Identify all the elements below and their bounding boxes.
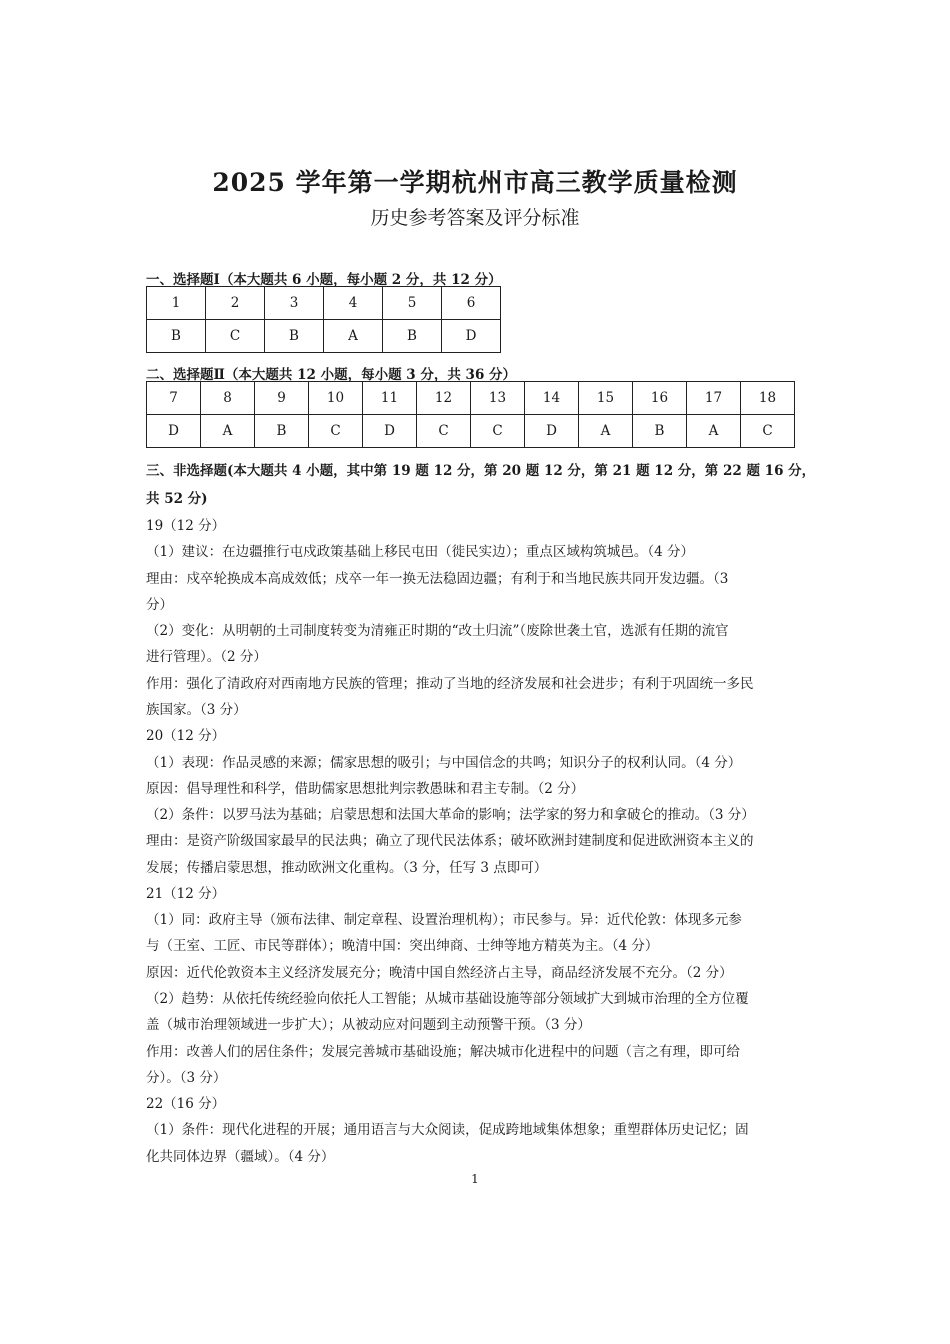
answer-line: 19（12 分） — [146, 518, 226, 534]
table-cell: B — [265, 320, 324, 353]
answer-line: 分）。（3 分） — [146, 1070, 227, 1086]
page-number: 1 — [471, 1172, 479, 1186]
section-1-heading: 一、选择题Ⅰ（本大题共 6 小题，每小题 2 分，共 12 分） — [146, 272, 502, 288]
table-cell: B — [383, 320, 442, 353]
answer-line: （2）条件：以罗马法为基础；启蒙思想和法国大革命的影响；法学家的努力和拿破仑的推动。（3 分） — [146, 807, 755, 823]
table-cell: 7 — [147, 382, 201, 415]
answer-line: 进行管理）。（2 分） — [146, 649, 267, 665]
table-cell: C — [741, 415, 795, 448]
answer-line: 族国家。（3 分） — [146, 702, 247, 718]
table-cell: C — [206, 320, 265, 353]
table-cell: D — [442, 320, 501, 353]
answer-table-2 — [146, 381, 795, 448]
answer-line: 原因：倡导理性和科学，借助儒家思想批判宗教愚昧和君主专制。（2 分） — [146, 781, 585, 797]
answer-line: 22（16 分） — [146, 1096, 226, 1112]
table-cell: A — [324, 320, 383, 353]
section-2-heading: 二、选择题Ⅱ（本大题共 12 小题，每小题 3 分，共 36 分） — [146, 367, 517, 383]
answer-line: （1）同：政府主导（颁布法律、制定章程、设置治理机构）；市民参与。异：近代伦敦：体现多元参 — [146, 912, 742, 928]
table-cell: B — [633, 415, 687, 448]
table-cell: 12 — [417, 382, 471, 415]
table-cell: D — [147, 415, 201, 448]
table-cell: 11 — [363, 382, 417, 415]
table-cell: 6 — [442, 287, 501, 320]
answer-line: 20（12 分） — [146, 728, 226, 744]
answer-line: （1）表现：作品灵感的来源；儒家思想的吸引；与中国信念的共鸣；知识分子的权利认同。（4 分） — [146, 755, 742, 771]
table-cell: 2 — [206, 287, 265, 320]
table-cell: D — [363, 415, 417, 448]
table-cell: B — [255, 415, 309, 448]
document-title: 2025 学年第一学期杭州市高三教学质量检测 — [212, 168, 738, 197]
answer-line: 理由：是资产阶级国家最早的民法典；确立了现代民法体系；破坏欧洲封建制度和促进欧洲资本主义的 — [146, 833, 754, 849]
answer-line: 盖（城市治理领域进一步扩大）；从被动应对问题到主动预警干预。（3 分） — [146, 1017, 591, 1033]
answer-line: （2）变化：从明朝的土司制度转变为清雍正时期的“改土归流”（废除世袭土官，选派有任期的流官 — [146, 623, 729, 639]
answer-line: （1）条件：现代化进程的开展；通用语言与大众阅读，促成跨地域集体想象；重塑群体历史记忆；固 — [146, 1122, 749, 1138]
answer-line: 化共同体边界（疆域）。（4 分） — [146, 1149, 335, 1165]
document-subtitle: 历史参考答案及评分标准 — [370, 207, 580, 229]
table-cell: B — [147, 320, 206, 353]
answer-line: 分） — [146, 597, 173, 613]
table-cell: 1 — [147, 287, 206, 320]
answer-line: 作用：改善人们的居住条件；发展完善城市基础设施；解决城市化进程中的问题（言之有理，即可给 — [146, 1044, 740, 1060]
table-cell: 9 — [255, 382, 309, 415]
table-cell: 13 — [471, 382, 525, 415]
table-cell: 15 — [579, 382, 633, 415]
table-cell: 17 — [687, 382, 741, 415]
answer-table-1 — [146, 286, 501, 353]
table-cell: A — [687, 415, 741, 448]
table-cell: C — [471, 415, 525, 448]
section-3-heading-line2: 共 52 分) — [146, 491, 208, 507]
table-cell: 3 — [265, 287, 324, 320]
table-row-answers — [147, 415, 795, 448]
table-row-answers — [147, 320, 501, 353]
table-cell: 14 — [525, 382, 579, 415]
answer-line: 21（12 分） — [146, 886, 226, 902]
answer-line: （1）建议：在边疆推行屯戍政策基础上移民屯田（徙民实边）；重点区域构筑城邑。（4 分） — [146, 544, 694, 560]
table-row-numbers — [147, 287, 501, 320]
table-cell: 10 — [309, 382, 363, 415]
table-cell: A — [579, 415, 633, 448]
answer-line: 原因：近代伦敦资本主义经济发展充分；晚清中国自然经济占主导，商品经济发展不充分。（2 分） — [146, 965, 733, 981]
section-3-heading-line1: 三、非选择题(本大题共 4 小题，其中第 19 题 12 分，第 20 题 12 分，第 21 题 12 分，第 22 题 16 分， — [146, 463, 816, 479]
table-cell: 16 — [633, 382, 687, 415]
table-cell: 4 — [324, 287, 383, 320]
answer-line: 作用：强化了清政府对西南地方民族的管理；推动了当地的经济发展和社会进步；有利于巩固统一多民 — [146, 676, 754, 692]
table-cell: 18 — [741, 382, 795, 415]
answer-line: 发展；传播启蒙思想，推动欧洲文化重构。（3 分，任写 3 点即可） — [146, 860, 548, 876]
table-cell: C — [309, 415, 363, 448]
table-cell: D — [525, 415, 579, 448]
table-cell: 8 — [201, 382, 255, 415]
table-cell: 5 — [383, 287, 442, 320]
table-cell: C — [417, 415, 471, 448]
answer-line: 与（王室、工匠、市民等群体）；晚清中国：突出绅商、士绅等地方精英为主。（4 分） — [146, 938, 659, 954]
answer-line: 理由：戍卒轮换成本高成效低；戍卒一年一换无法稳固边疆；有利于和当地民族共同开发边疆。（3 — [146, 571, 729, 587]
table-cell: A — [201, 415, 255, 448]
answer-line: （2）趋势：从依托传统经验向依托人工智能；从城市基础设施等部分领域扩大到城市治理的全方位覆 — [146, 991, 749, 1007]
table-row-numbers — [147, 382, 795, 415]
